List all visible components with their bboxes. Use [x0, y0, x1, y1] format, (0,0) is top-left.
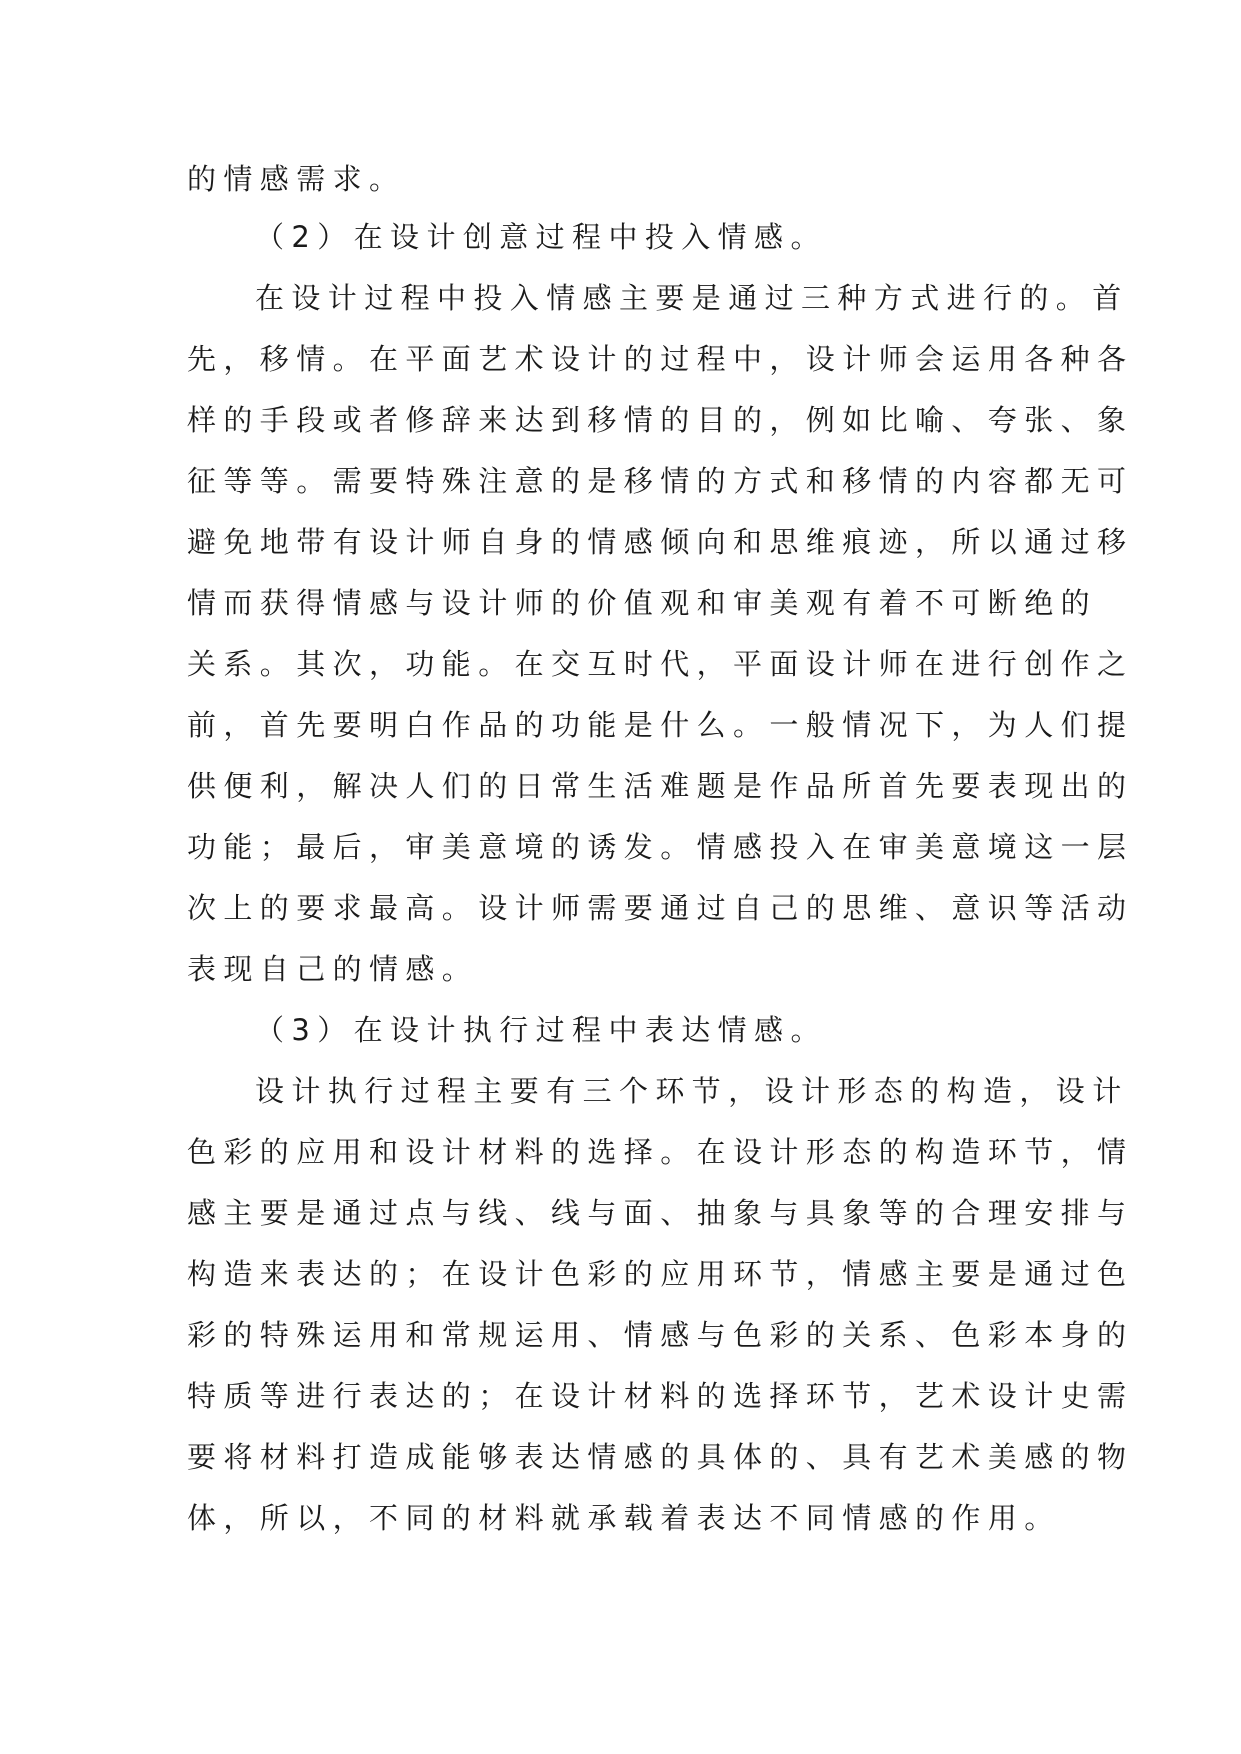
paragraph-line: 在设计过程中投入情感主要是通过三种方式进行的。首 [255, 281, 1129, 315]
paragraph-line: 表现自己的情感。 [187, 952, 479, 986]
paragraph-line: 供便利，解决人们的日常生活难题是作品所首先要表现出的 [187, 769, 1134, 803]
paragraph-line: 次上的要求最高。设计师需要通过自己的思维、意识等活动 [187, 891, 1134, 925]
paragraph-line: 特质等进行表达的；在设计材料的选择环节，艺术设计史需 [187, 1379, 1134, 1413]
document-body [187, 151, 1134, 1549]
paragraph-line: 色彩的应用和设计材料的选择。在设计形态的构造环节，情 [187, 1135, 1134, 1169]
paragraph-line: 样的手段或者修辞来达到移情的目的，例如比喻、夸张、象 [187, 403, 1134, 437]
paragraph-line: 关系。其次，功能。在交互时代，平面设计师在进行创作之 [187, 647, 1134, 681]
paragraph-line: 情而获得情感与设计师的价值观和审美观有着不可断绝的 [187, 586, 1098, 620]
paragraph-line: 体，所以，不同的材料就承载着表达不同情感的作用。 [187, 1501, 1061, 1535]
section-heading: （2）在设计创意过程中投入情感。 [255, 220, 827, 254]
paragraph-line: 的情感需求。 [187, 162, 406, 196]
paragraph-line: 设计执行过程主要有三个环节，设计形态的构造，设计 [255, 1074, 1129, 1108]
paragraph-line: 功能；最后，审美意境的诱发。情感投入在审美意境这一层 [187, 830, 1134, 864]
paragraph-line: 彩的特殊运用和常规运用、情感与色彩的关系、色彩本身的 [187, 1318, 1134, 1352]
paragraph-line: 要将材料打造成能够表达情感的具体的、具有艺术美感的物 [187, 1440, 1134, 1474]
paragraph-line: 构造来表达的；在设计色彩的应用环节，情感主要是通过色 [187, 1257, 1134, 1291]
paragraph-line: 感主要是通过点与线、线与面、抽象与具象等的合理安排与 [187, 1196, 1134, 1230]
paragraph-line: 前，首先要明白作品的功能是什么。一般情况下，为人们提 [187, 708, 1134, 742]
paragraph-line: 先，移情。在平面艺术设计的过程中，设计师会运用各种各 [187, 342, 1134, 376]
section-heading: （3）在设计执行过程中表达情感。 [255, 1013, 827, 1047]
paragraph-line: 征等等。需要特殊注意的是移情的方式和移情的内容都无可 [187, 464, 1134, 498]
paragraph-line: 避免地带有设计师自身的情感倾向和思维痕迹，所以通过移 [187, 525, 1134, 559]
